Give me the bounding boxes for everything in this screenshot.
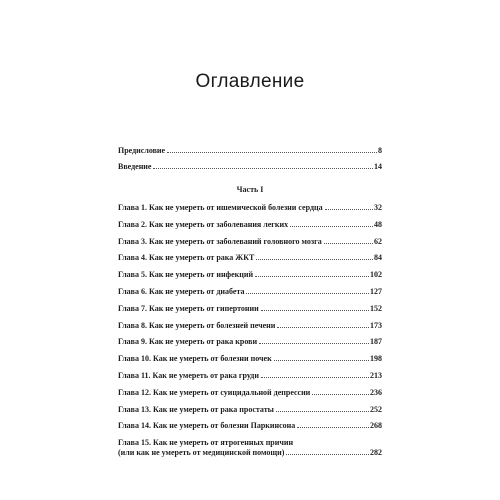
toc-entry-label: Предисловие bbox=[118, 146, 166, 155]
toc-entry-chapter[interactable] bbox=[118, 354, 382, 364]
toc-entry-chapter[interactable] bbox=[118, 237, 382, 247]
toc-entry-label: Глава 13. Как не умереть от рака простаты bbox=[118, 404, 274, 414]
toc-entry-page: 102 bbox=[370, 270, 382, 280]
toc-entry-chapter[interactable] bbox=[118, 405, 382, 415]
leader-dots bbox=[324, 243, 373, 244]
leader-dots bbox=[290, 226, 373, 227]
toc-entry-chapter[interactable] bbox=[118, 388, 382, 398]
leader-dots bbox=[246, 293, 369, 294]
toc-entry-label: Глава 1. Как не умереть от ишемической болезни сердца bbox=[118, 203, 323, 212]
leader-dots bbox=[297, 427, 369, 428]
toc-entry-chapter[interactable] bbox=[118, 321, 382, 331]
leader-dots bbox=[153, 168, 373, 169]
toc-entry-label-line-2: (или как не умереть от медицинской помощи) bbox=[118, 448, 285, 458]
toc-entry-page: 14 bbox=[374, 162, 382, 171]
leader-dots bbox=[274, 360, 369, 361]
toc-entry-label: Глава 9. Как не умереть от рака крови bbox=[118, 337, 258, 347]
toc-entry-page: 173 bbox=[370, 320, 382, 330]
toc-entry-page: 62 bbox=[374, 236, 382, 246]
leader-dots bbox=[259, 343, 369, 344]
toc-entry-label: Глава 12. Как не умереть от суицидальной депрессии bbox=[118, 387, 311, 397]
toc-entry-page: 32 bbox=[374, 203, 382, 212]
toc-entry-page: 187 bbox=[370, 337, 382, 347]
leader-dots bbox=[261, 310, 369, 311]
leader-dots bbox=[325, 209, 373, 210]
leader-dots bbox=[312, 394, 369, 395]
leader-dots bbox=[255, 276, 369, 277]
toc-entry-page: 152 bbox=[370, 303, 382, 313]
front-matter-list bbox=[118, 146, 382, 172]
toc-entry-page: 198 bbox=[370, 354, 382, 364]
toc-entry-label: Глава 7. Как не умереть от гипертонии bbox=[118, 303, 259, 313]
toc-entry-chapter[interactable] bbox=[118, 220, 382, 230]
toc-entry-page: 84 bbox=[374, 253, 382, 263]
toc-entry-chapter[interactable] bbox=[118, 253, 382, 263]
toc-entry-label: Глава 4. Как не умереть от рака ЖКТ bbox=[118, 253, 255, 263]
toc-entry-label: Глава 2. Как не умереть от заболевания легких bbox=[118, 219, 289, 229]
toc-entry-chapter-15[interactable] bbox=[118, 438, 382, 458]
toc-entry-label: Глава 14. Как не умереть от болезни Паркинсона bbox=[118, 421, 296, 431]
leader-dots bbox=[277, 327, 369, 328]
toc-entry-line-1 bbox=[118, 438, 382, 448]
toc-entry-label: Глава 6. Как не умереть от диабета bbox=[118, 286, 245, 296]
toc-entry-page: 127 bbox=[370, 286, 382, 296]
toc-entry-chapter[interactable] bbox=[118, 270, 382, 280]
toc-entry-label: Глава 3. Как не умереть от заболеваний головного мозга bbox=[118, 236, 322, 246]
toc-entry-label: Глава 10. Как не умереть от болезни почек bbox=[118, 354, 272, 364]
leader-dots bbox=[261, 377, 369, 378]
toc-entry-introduction[interactable] bbox=[118, 162, 382, 172]
leader-dots bbox=[276, 411, 369, 412]
toc-entry-label: Глава 5. Как не умереть от инфекций bbox=[118, 270, 254, 280]
leader-dots bbox=[167, 152, 377, 153]
page-title: Оглавление bbox=[195, 70, 305, 92]
toc-entry-chapter[interactable] bbox=[118, 287, 382, 297]
leader-dots bbox=[286, 454, 369, 455]
toc-entry-page: 213 bbox=[370, 370, 382, 380]
part-heading: Часть I bbox=[236, 185, 264, 194]
toc-entry-page: 282 bbox=[370, 448, 382, 458]
toc-entry-chapter[interactable] bbox=[118, 421, 382, 431]
toc-entry-preface[interactable] bbox=[118, 146, 382, 156]
toc-entry-page: 268 bbox=[370, 421, 382, 431]
leader-dots bbox=[256, 259, 373, 260]
chapter-list bbox=[118, 203, 382, 458]
toc-entry-label: Глава 11. Как не умереть от рака груди bbox=[118, 370, 259, 380]
toc-entry-label-line-1: Глава 15. Как не умереть от ятрогенных причин bbox=[118, 438, 294, 448]
toc-entry-page: 252 bbox=[370, 404, 382, 414]
toc-entry-chapter[interactable] bbox=[118, 337, 382, 347]
toc-entry-line-2 bbox=[118, 448, 382, 458]
toc-entry-page: 236 bbox=[370, 387, 382, 397]
toc-entry-chapter[interactable] bbox=[118, 203, 382, 213]
toc-entry-chapter[interactable] bbox=[118, 371, 382, 381]
toc-entry-page: 48 bbox=[374, 219, 382, 229]
toc-entry-label: Глава 8. Как не умереть от болезней печени bbox=[118, 320, 276, 330]
toc-entry-label: Введение bbox=[118, 162, 152, 171]
toc-entry-page: 8 bbox=[378, 146, 382, 155]
toc-entry-chapter[interactable] bbox=[118, 304, 382, 314]
